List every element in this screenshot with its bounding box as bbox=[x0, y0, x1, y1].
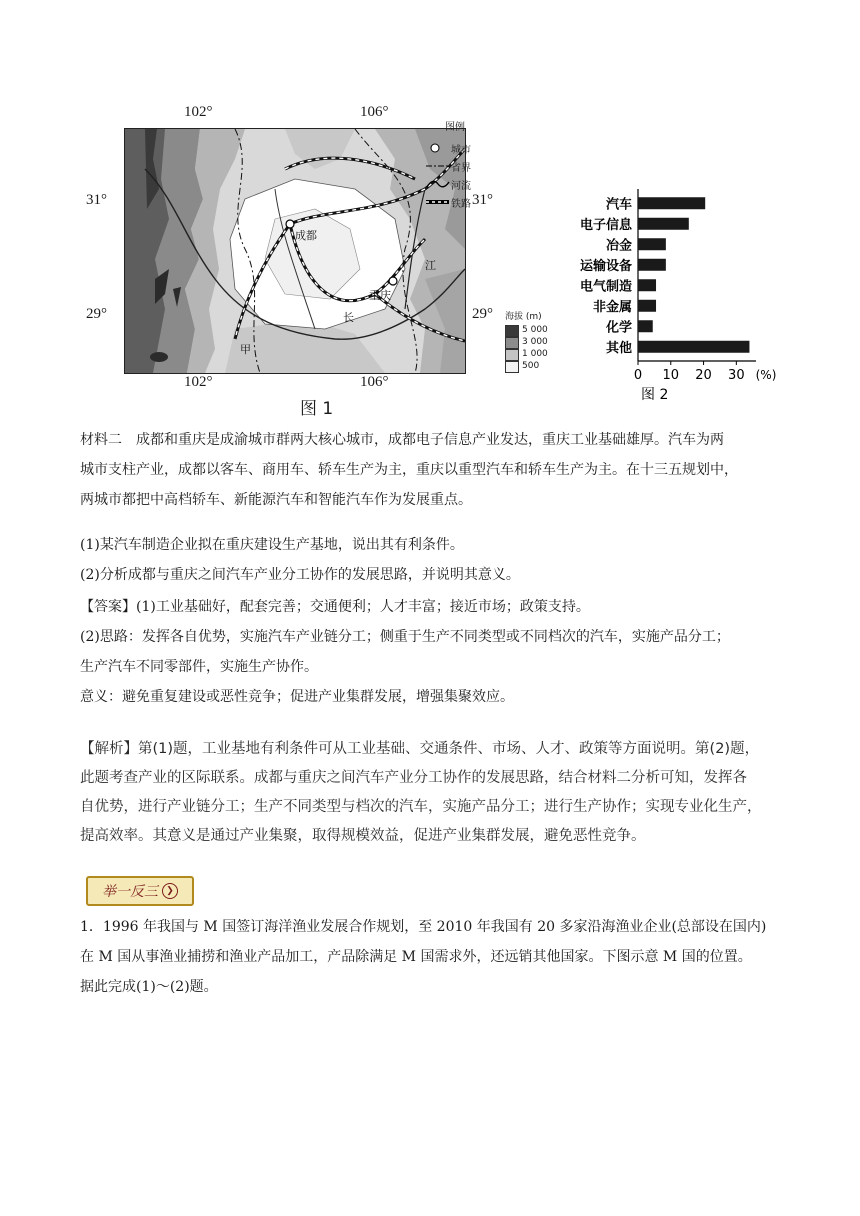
legend-item-railway bbox=[425, 193, 485, 211]
category-label: 非金属 bbox=[592, 299, 632, 315]
analysis-block bbox=[80, 735, 780, 851]
analysis-line: 提高效率。其意义是通过产业集聚，取得规模效益，促进产业集群发展，避免恶性竞争。 bbox=[80, 828, 646, 844]
river-icon bbox=[425, 178, 451, 190]
figure-2-bar-chart bbox=[560, 185, 800, 415]
material-2-line: 材料二 成都和重庆是成渝城市群两大核心城市，成都电子信息产业发达，重庆工业基础雄厚。汽车为两 bbox=[80, 432, 724, 448]
railway-icon bbox=[425, 196, 451, 208]
x-tick-label: 0 bbox=[633, 368, 643, 383]
material-2-line: 城市支柱产业，成都以客车、商用车、轿车生产为主，重庆以重型汽车和轿车生产为主。在十三五规划中， bbox=[80, 462, 738, 478]
chongqing-city-icon bbox=[389, 277, 397, 285]
exercise-line: 1．1996 年我国与 M 国签订海洋渔业发展合作规划，至 2010 年我国有 20 多家沿海渔业企业(总部设在国内) bbox=[80, 919, 767, 935]
map-legend bbox=[425, 118, 485, 211]
chang-label: 长 bbox=[343, 311, 354, 324]
x-tick-label: 30 bbox=[728, 368, 745, 383]
material-2-line: 两城市都把中高档轿车、新能源汽车和智能汽车作为发展重点。 bbox=[80, 492, 472, 508]
bar bbox=[638, 320, 653, 332]
analysis-line: 此题考查产业的区际联系。成都与重庆之间汽车产业分工协作的发展思路，结合材料二分析可知，发挥各 bbox=[80, 770, 747, 786]
category-label: 冶金 bbox=[605, 238, 632, 254]
legend-label: 铁路 bbox=[451, 198, 471, 210]
answer-line: 【答案】(1)工业基础好，配套完善；交通便利；人才丰富；接近市场；政策支持。 bbox=[80, 599, 590, 615]
bar-chart-svg bbox=[560, 185, 800, 415]
answer-line: (2)思路：发挥各自优势，实施汽车产业链分工；侧重于生产不同类型或不同档次的汽车，实施产品分工； bbox=[80, 629, 730, 645]
bar bbox=[638, 259, 666, 271]
legend-label: 河流 bbox=[451, 180, 471, 192]
bar bbox=[638, 279, 656, 291]
category-label: 运输设备 bbox=[579, 258, 632, 274]
elevation-level: 500 bbox=[505, 361, 548, 373]
elevation-level: 3 000 bbox=[505, 337, 548, 349]
elevation-key bbox=[505, 309, 548, 373]
bottom-tick-102: 102° bbox=[184, 374, 213, 390]
city-icon bbox=[425, 142, 451, 154]
elevation-title: 海拔 (m) bbox=[505, 312, 542, 322]
bar bbox=[638, 300, 656, 312]
figure-2-caption: 图 2 bbox=[641, 387, 669, 403]
top-tick-102: 102° bbox=[184, 104, 213, 120]
analysis-line: 自优势，进行产业链分工；生产不同类型与档次的汽车，实施产品分工；进行生产协作；实现专业化生产， bbox=[80, 799, 762, 815]
figure-1-caption: 图 1 bbox=[300, 399, 334, 419]
bar bbox=[638, 238, 666, 250]
legend-item-river bbox=[425, 175, 485, 193]
jiang-label: 江 bbox=[425, 259, 436, 272]
relief-map-drawing bbox=[125, 129, 465, 373]
legend-label: 省界 bbox=[451, 162, 471, 174]
legend-label: 城市 bbox=[451, 144, 471, 156]
x-unit-label: (%) bbox=[755, 368, 777, 382]
questions bbox=[80, 530, 780, 590]
right-tick-31: 31° bbox=[472, 192, 493, 208]
relief-map bbox=[124, 128, 466, 374]
arrow-circle-icon: ❯ bbox=[162, 883, 178, 899]
x-tick-label: 10 bbox=[662, 368, 680, 383]
answer-line: 生产汽车不同零部件，实施生产协作。 bbox=[80, 659, 318, 675]
category-label: 电气制造 bbox=[579, 279, 632, 295]
category-label: 化学 bbox=[605, 320, 632, 336]
chongqing-label: 重庆 bbox=[369, 289, 391, 302]
material-2 bbox=[80, 425, 780, 515]
analysis-line: 【解析】第(1)题，工业基地有利条件可从工业基础、交通条件、市场、人才、政策等方面说明。第(2)题， bbox=[80, 741, 760, 757]
chengdu-label: 成都 bbox=[295, 229, 317, 242]
bar bbox=[638, 218, 689, 230]
exercise-line: 在 M 国从事渔业捕捞和渔业产品加工，产品除满足 M 国需求外，还远销其他国家。下图示意 M 国的位置。 bbox=[80, 949, 752, 965]
top-tick-106: 106° bbox=[360, 104, 389, 120]
answer-block bbox=[80, 592, 780, 712]
ju-yi-fan-san-badge bbox=[86, 876, 194, 906]
x-tick-label: 20 bbox=[695, 368, 712, 383]
category-label: 电子信息 bbox=[579, 217, 632, 233]
question-1: (1)某汽车制造企业拟在重庆建设生产基地，说出其有利条件。 bbox=[80, 537, 464, 553]
exercise-1 bbox=[80, 912, 780, 1002]
question-2: (2)分析成都与重庆之间汽车产业分工协作的发展思路，并说明其意义。 bbox=[80, 567, 520, 583]
legend-item-city bbox=[425, 139, 485, 157]
bottom-tick-106: 106° bbox=[360, 374, 389, 390]
chengdu-city-icon bbox=[286, 220, 294, 228]
elevation-level: 1 000 bbox=[505, 349, 548, 361]
left-tick-31: 31° bbox=[86, 192, 107, 208]
province-border-icon bbox=[425, 160, 451, 172]
category-label: 其他 bbox=[605, 340, 632, 356]
category-label: 汽车 bbox=[605, 197, 632, 213]
legend-item-border bbox=[425, 157, 485, 175]
badge-label: 举一反三 bbox=[102, 884, 158, 900]
right-tick-29: 29° bbox=[472, 306, 493, 322]
answer-line: 意义：避免重复建设或恶性竞争；促进产业集群发展，增强集聚效应。 bbox=[80, 689, 514, 705]
bar bbox=[638, 341, 749, 353]
jia-label: 甲 bbox=[240, 343, 251, 356]
left-tick-29: 29° bbox=[86, 306, 107, 322]
bar bbox=[638, 197, 705, 209]
legend-title: 图例 bbox=[445, 122, 465, 133]
exercise-line: 据此完成(1)～(2)题。 bbox=[80, 979, 218, 995]
elevation-level: 5 000 bbox=[505, 325, 548, 337]
